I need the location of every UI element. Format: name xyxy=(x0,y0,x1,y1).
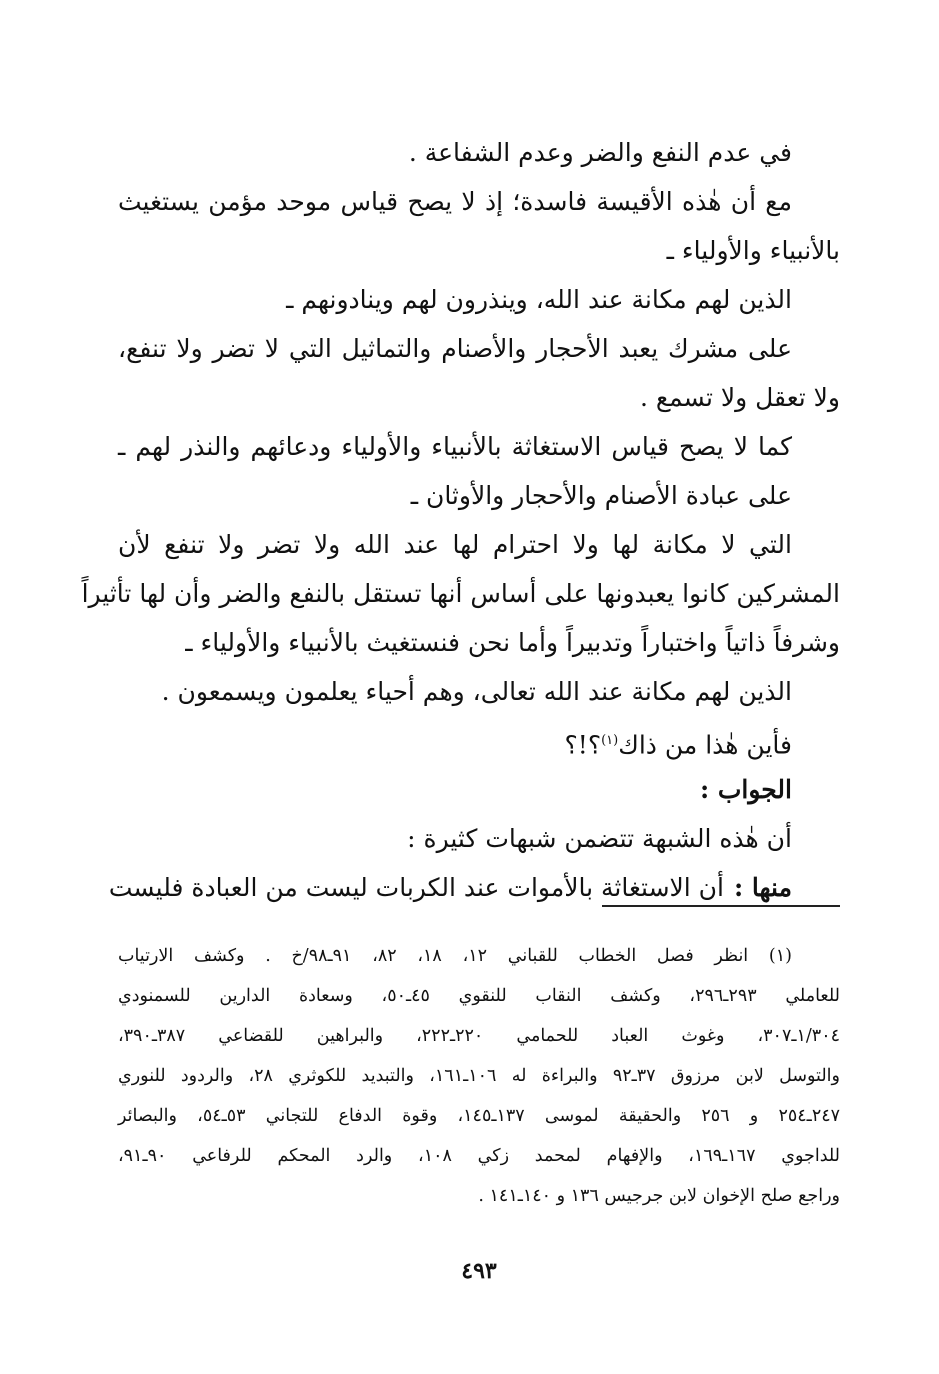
footnote-line: ١/٣٠٤ـ٣٠٧، وغوث العباد للحمامي ٢٢٠ـ٢٢٢، والبراهين للقضاعي ٣٨٧ـ٣٩٠، xyxy=(118,1026,840,1046)
page-number: ٤٩٣ xyxy=(461,1258,497,1284)
text-line: وشرفاً ذاتياً واختباراً وتدبيراً وأما نحن فنستغيث بالأنبياء والأولياء ـ xyxy=(185,628,840,657)
footnote-mark: (١) xyxy=(601,733,619,748)
footnote-line: وراجع صلح الإخوان لابن جرجيس ١٣٦ و ١٤٠ـ١٤١ . xyxy=(478,1186,840,1206)
text-line: في عدم النفع والضر وعدم الشفاعة . xyxy=(408,138,792,167)
minha-lead: منها : xyxy=(733,873,792,902)
text-line: ولا تعقل ولا تسمع . xyxy=(639,383,840,412)
minha-text: أن الاستغاثة بالأموات عند الكربات ليست من العبادة فليست xyxy=(108,873,724,902)
question-text: فأين هٰذا من ذاك xyxy=(618,730,792,760)
footnote-separator xyxy=(602,905,840,907)
text-line: كما لا يصح قياس الاستغاثة بالأنبياء والأولياء ودعائهم والنذر لهم ـ xyxy=(118,432,792,461)
text-line: على عبادة الأصنام والأحجار والأوثان ـ xyxy=(410,481,792,510)
footnote-line: ٢٤٧ـ٢٥٤ و ٢٥٦ والحقيقة لموسى ١٣٧ـ١٤٥، وقوة الدفاع للتجاني ٥٣ـ٥٤، والبصائر xyxy=(118,1106,841,1126)
footnote-line: (١) انظر فصل الخطاب للقباني ١٢، ١٨، ٨٢، ٩١ـ٩٨/خ . وكشف الارتياب xyxy=(118,946,792,966)
footnotes xyxy=(118,936,840,1216)
text-line: على مشرك يعبد الأحجار والأصنام والتماثيل التي لا تضر ولا تنفع، xyxy=(118,334,792,363)
text-line: التي لا مكانة لها ولا احترام لها عند الله ولا تضر ولا تنفع لأن xyxy=(118,530,792,559)
intro-line: أن هٰذه الشبهة تتضمن شبهات كثيرة : xyxy=(407,824,792,853)
question-line xyxy=(118,716,840,765)
text-line: المشركين كانوا يعبدونها على أساس أنها تستقل بالنفع والضر وأن لها تأثيراً xyxy=(81,579,840,608)
text-line: مع أن هٰذه الأقيسة فاسدة؛ إذ لا يصح قياس موحد مؤمن يستغيث xyxy=(118,187,792,216)
answer-heading: الجواب : xyxy=(699,775,792,804)
text-line: الذين لهم مكانة عند الله، وينذرون لهم وينادونهم ـ xyxy=(286,285,792,314)
footnote-line: للداجوي ١٦٧ـ١٦٩، والإفهام لمحمد زكي ١٠٨، والرد المحكم للرفاعي ٩٠ـ٩١، xyxy=(118,1146,841,1166)
question-end: ؟!؟ xyxy=(564,730,602,760)
main-text xyxy=(81,128,840,716)
book-page xyxy=(81,128,841,1284)
footnote-line: للعاملي ٢٩٣ـ٢٩٦، وكشف النقاب للنقوي ٤٥ـ٥٠، وسعادة الدارين للسمنودي xyxy=(118,986,840,1006)
text-line: بالأنبياء والأولياء ـ xyxy=(666,236,840,265)
text-line: الذين لهم مكانة عند الله تعالى، وهم أحياء يعلمون ويسمعون . xyxy=(161,677,792,706)
footnote-line: والتوسل لابن مرزوق ٣٧ـ٩٢ والبراءة له ١٠٦ـ١٦١، والتبديد للكوثري ٢٨، والردود للنوري xyxy=(118,1066,840,1086)
